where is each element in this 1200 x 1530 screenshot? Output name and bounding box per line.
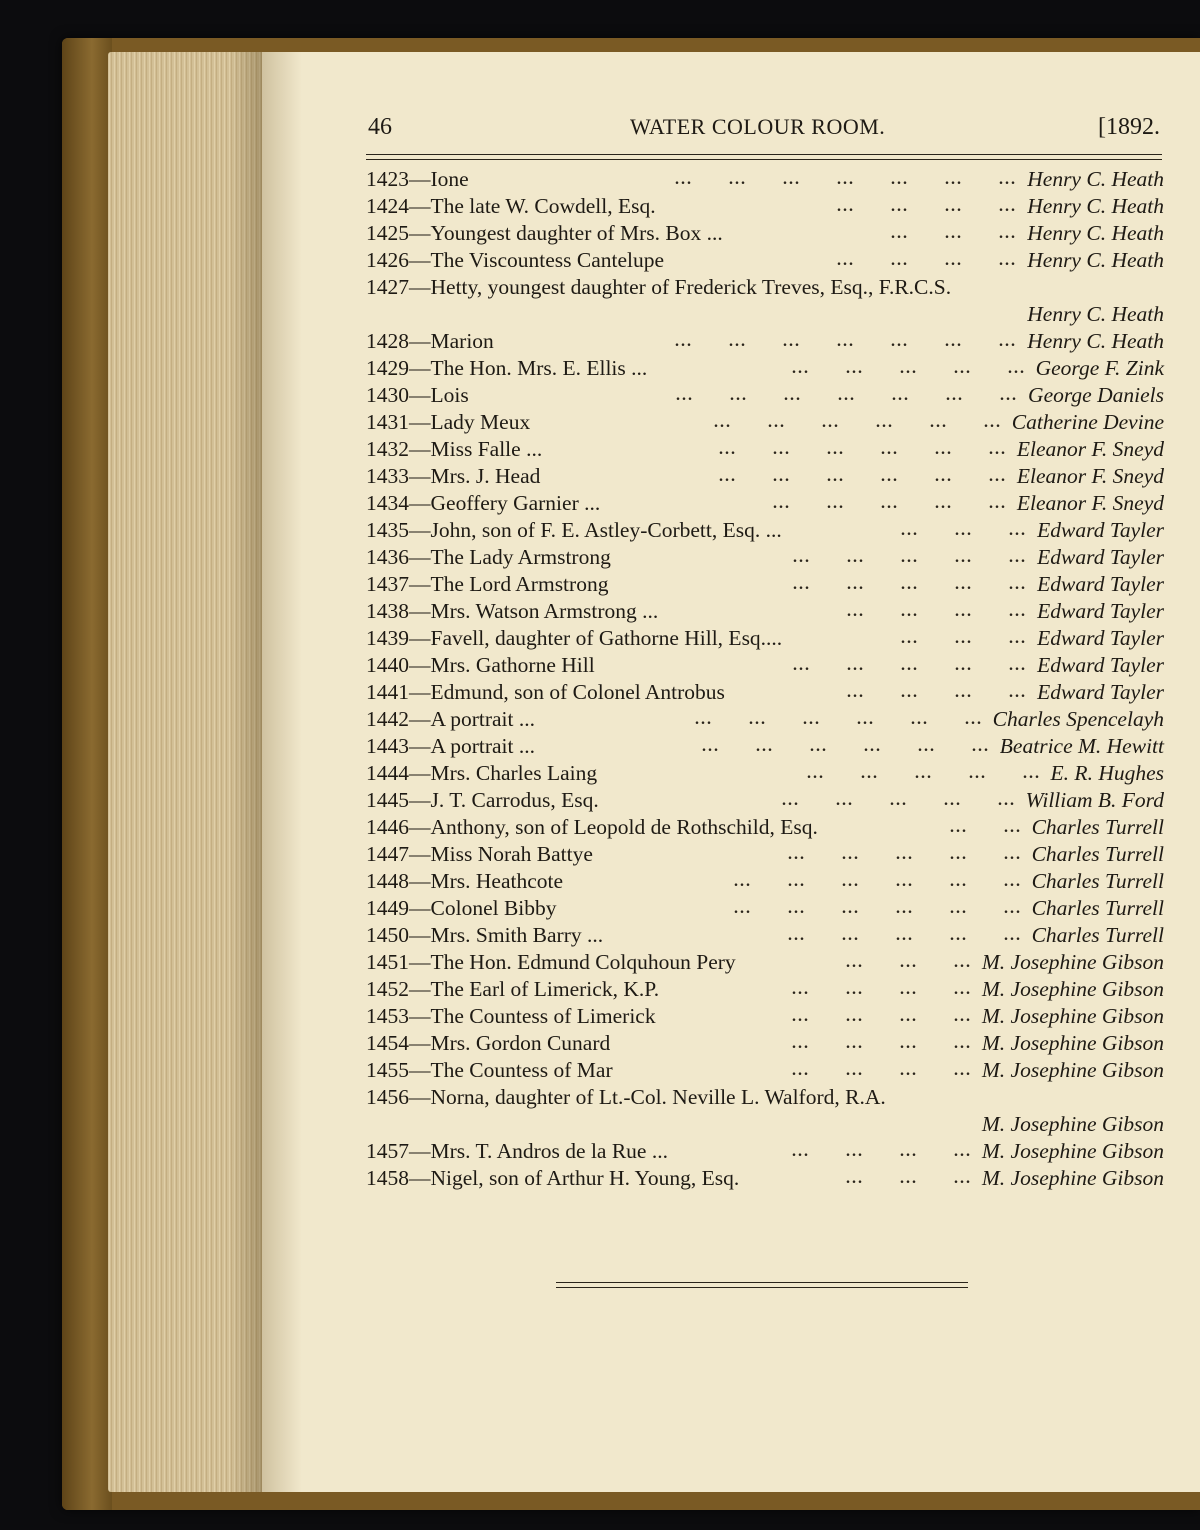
dot-leader: ... ... ... ... ... (782, 792, 1016, 809)
dot-leader: ... ... ... ... (792, 1143, 972, 1160)
dot-leader: ... ... ... ... ... ... ... (675, 171, 1017, 188)
entry-artist: Beatrice M. Hewitt (999, 734, 1164, 758)
dot-leader: ... ... ... ... ... ... (702, 738, 990, 755)
entry-artist: Eleanor F. Sneyd (1016, 437, 1164, 461)
dot-leader: ... ... ... ... ... (773, 495, 1007, 512)
year-marker: [1892. (1098, 114, 1160, 140)
dot-leader: ... ... ... ... ... (807, 765, 1041, 782)
dot-leader: ... ... ... (901, 630, 1027, 647)
catalogue-entry (366, 976, 1164, 1003)
entry-title: 1427—Hetty, youngest daughter of Frederick Treves, Esq., F.R.C.S. (366, 275, 952, 299)
entry-artist: Eleanor F. Sneyd (1016, 491, 1164, 515)
dot-leader: ... ... ... ... ... ... (734, 873, 1022, 890)
entry-artist: George Daniels (1028, 383, 1164, 407)
dot-leader: ... ... ... (891, 225, 1017, 242)
entry-artist: Henry C. Heath (1027, 194, 1164, 218)
catalogue-entry (366, 598, 1164, 625)
catalogue-entry (366, 1084, 1164, 1138)
catalogue-entries (366, 166, 1164, 1192)
entry-title: 1423—Ione (366, 167, 469, 191)
entry-artist: Henry C. Heath (1027, 248, 1164, 272)
entry-title: 1439—Favell, daughter of Gathorne Hill, Esq.... (366, 626, 783, 650)
entry-artist: E. R. Hughes (1050, 761, 1164, 785)
entry-artist: Edward Tayler (1037, 680, 1164, 704)
entry-title: 1450—Mrs. Smith Barry ... (366, 923, 604, 947)
dot-leader: ... ... ... (901, 522, 1027, 539)
book-cover-edge (62, 38, 112, 1510)
dot-leader: ... ... ... ... ... ... (734, 900, 1022, 917)
entry-artist: M. Josephine Gibson (981, 1139, 1164, 1163)
entry-title: 1433—Mrs. J. Head (366, 464, 541, 488)
entry-artist: M. Josephine Gibson (981, 1004, 1164, 1028)
dot-leader: ... ... ... ... (837, 198, 1017, 215)
entry-artist: M. Josephine Gibson (981, 1166, 1164, 1190)
entry-title: 1452—The Earl of Limerick, K.P. (366, 977, 660, 1001)
dot-leader: ... ... ... ... ... (793, 549, 1027, 566)
entry-artist: M. Josephine Gibson (981, 1112, 1164, 1136)
dot-leader: ... ... ... ... (792, 1008, 972, 1025)
entry-title: 1428—Marion (366, 329, 494, 353)
entry-title: 1425—Youngest daughter of Mrs. Box ... (366, 221, 723, 245)
entry-title: 1440—Mrs. Gathorne Hill (366, 653, 595, 677)
entry-artist: Henry C. Heath (1027, 167, 1164, 191)
dot-leader: ... ... ... ... ... (793, 657, 1027, 674)
entry-artist: Henry C. Heath (1027, 329, 1164, 353)
catalogue-entry (366, 571, 1164, 598)
entry-artist: Henry C. Heath (1027, 221, 1164, 245)
entry-title: 1453—The Countess of Limerick (366, 1004, 656, 1028)
catalogue-entry (366, 652, 1164, 679)
catalogue-entry (366, 382, 1164, 409)
dot-leader: ... ... ... ... (792, 981, 972, 998)
catalogue-entry (366, 463, 1164, 490)
catalogue-entry (366, 895, 1164, 922)
dot-leader: ... ... ... ... (792, 1035, 972, 1052)
entry-title: 1449—Colonel Bibby (366, 896, 557, 920)
entry-artist: Henry C. Heath (1027, 302, 1164, 326)
entry-artist: M. Josephine Gibson (981, 1058, 1164, 1082)
catalogue-entry (366, 814, 1164, 841)
entry-title: 1441—Edmund, son of Colonel Antrobus (366, 680, 725, 704)
entry-artist: Charles Turrell (1031, 869, 1164, 893)
catalogue-entry (366, 1138, 1164, 1165)
dot-leader: ... ... ... ... ... ... (719, 468, 1007, 485)
catalogue-entry (366, 706, 1164, 733)
page-number: 46 (368, 114, 392, 140)
catalogue-entry (366, 787, 1164, 814)
catalogue-entry (366, 868, 1164, 895)
entry-artist: Charles Spencelayh (992, 707, 1164, 731)
entry-title: 1426—The Viscountess Cantelupe (366, 248, 665, 272)
dot-leader: ... ... ... ... (847, 603, 1027, 620)
dot-leader: ... ... ... ... ... (792, 360, 1026, 377)
dot-leader: ... ... ... ... ... ... (695, 711, 983, 728)
entry-title: 1434—Geoffery Garnier ... (366, 491, 601, 515)
catalogue-entry (366, 328, 1164, 355)
entry-artist: M. Josephine Gibson (981, 950, 1164, 974)
entry-artist: George F. Zink (1035, 356, 1164, 380)
entry-artist: Catherine Devine (1011, 410, 1164, 434)
entry-title: 1430—Lois (366, 383, 469, 407)
entry-title: 1431—Lady Meux (366, 410, 531, 434)
entry-artist: Edward Tayler (1037, 599, 1164, 623)
running-title: WATER COLOUR ROOM. (630, 114, 886, 139)
catalogue-entry (366, 490, 1164, 517)
entry-title: 1447—Miss Norah Battye (366, 842, 593, 866)
catalogue-entry (366, 1030, 1164, 1057)
entry-title: 1457—Mrs. T. Andros de la Rue ... (366, 1139, 668, 1163)
entry-title: 1455—The Countess of Mar (366, 1058, 613, 1082)
entry-artist: William B. Ford (1025, 788, 1164, 812)
catalogue-entry (366, 166, 1164, 193)
entry-artist: Charles Turrell (1031, 896, 1164, 920)
catalogue-entry (366, 1165, 1164, 1192)
entry-title: 1432—Miss Falle ... (366, 437, 543, 461)
dot-leader: ... ... ... ... ... ... (714, 414, 1002, 431)
dot-leader: ... ... ... ... ... (788, 927, 1022, 944)
page-header (368, 114, 1160, 150)
entry-title: 1458—Nigel, son of Arthur H. Young, Esq. (366, 1166, 740, 1190)
catalogue-entry (366, 949, 1164, 976)
catalogue-entry (366, 274, 1164, 328)
catalogue-entry (366, 220, 1164, 247)
entry-title: 1446—Anthony, son of Leopold de Rothschild, Esq. (366, 815, 818, 839)
catalogue-entry (366, 1057, 1164, 1084)
dot-leader: ... ... (950, 819, 1022, 836)
catalogue-entry (366, 733, 1164, 760)
catalogue-entry (366, 625, 1164, 652)
entry-title: 1424—The late W. Cowdell, Esq. (366, 194, 656, 218)
dot-leader: ... ... ... ... (837, 252, 1017, 269)
entry-title: 1442—A portrait ... (366, 707, 535, 731)
catalogue-entry (366, 544, 1164, 571)
entry-title: 1451—The Hon. Edmund Colquhoun Pery (366, 950, 736, 974)
catalogue-entry (366, 1003, 1164, 1030)
dot-leader: ... ... ... ... ... (788, 846, 1022, 863)
entry-title: 1456—Norna, daughter of Lt.-Col. Neville L. Walford, R.A. (366, 1085, 886, 1109)
catalogue-entry (366, 247, 1164, 274)
catalogue-entry (366, 679, 1164, 706)
entry-artist: Charles Turrell (1031, 842, 1164, 866)
entry-artist: Edward Tayler (1037, 545, 1164, 569)
catalogue-entry (366, 760, 1164, 787)
dot-leader: ... ... ... ... (847, 684, 1027, 701)
entry-title: 1438—Mrs. Watson Armstrong ... (366, 599, 659, 623)
catalogue-entry (366, 409, 1164, 436)
entry-title: 1444—Mrs. Charles Laing (366, 761, 598, 785)
entry-artist: Edward Tayler (1037, 572, 1164, 596)
catalogue-entry (366, 436, 1164, 463)
entry-artist: M. Josephine Gibson (981, 977, 1164, 1001)
entry-title: 1445—J. T. Carrodus, Esq. (366, 788, 599, 812)
catalogue-entry (366, 193, 1164, 220)
entry-artist: Edward Tayler (1037, 518, 1164, 542)
entry-artist: Charles Turrell (1031, 923, 1164, 947)
entry-artist: M. Josephine Gibson (981, 1031, 1164, 1055)
header-rule (366, 154, 1162, 160)
dot-leader: ... ... ... ... ... ... ... (676, 387, 1018, 404)
catalogue-entry (366, 841, 1164, 868)
catalogue-entry (366, 355, 1164, 382)
entry-artist: Edward Tayler (1037, 626, 1164, 650)
dot-leader: ... ... ... ... (792, 1062, 972, 1079)
catalogue-entry (366, 517, 1164, 544)
dot-leader: ... ... ... ... ... ... (719, 441, 1007, 458)
entry-artist: Edward Tayler (1037, 653, 1164, 677)
entry-title: 1448—Mrs. Heathcote (366, 869, 564, 893)
entry-title: 1436—The Lady Armstrong (366, 545, 611, 569)
dot-leader: ... ... ... ... ... ... ... (675, 333, 1017, 350)
entry-title: 1435—John, son of F. E. Astley-Corbett, Esq. ... (366, 518, 782, 542)
entry-title: 1437—The Lord Armstrong (366, 572, 609, 596)
entry-title: 1429—The Hon. Mrs. E. Ellis ... (366, 356, 648, 380)
dot-leader: ... ... ... (846, 1170, 972, 1187)
dot-leader: ... ... ... ... ... (793, 576, 1027, 593)
entry-artist: Charles Turrell (1031, 815, 1164, 839)
entry-title: 1443—A portrait ... (366, 734, 535, 758)
end-rule (556, 1282, 968, 1288)
dot-leader: ... ... ... (846, 954, 972, 971)
entry-title: 1454—Mrs. Gordon Cunard (366, 1031, 611, 1055)
catalogue-entry (366, 922, 1164, 949)
entry-artist: Eleanor F. Sneyd (1016, 464, 1164, 488)
